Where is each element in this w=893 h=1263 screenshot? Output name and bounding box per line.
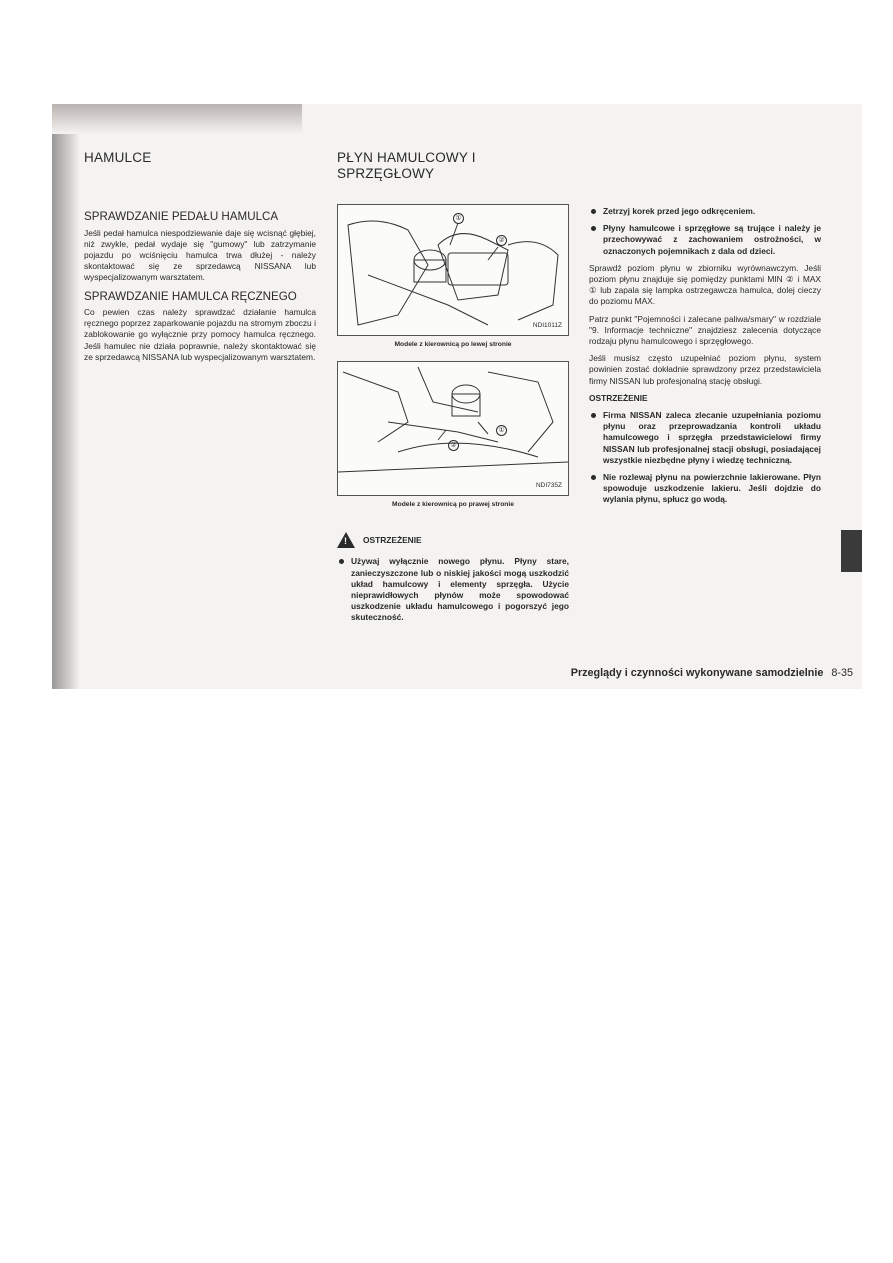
section-title-brake-fluid: PŁYN HAMULCOWY I SPRZĘGŁOWY [337,150,476,181]
fluid-reservoir [448,253,508,285]
warning-bullet: Używaj wyłącznie nowego płynu. Płyny stare, zanieczyszczone lub o niskiej jakości mogą uszkodzić układ hamulcowy i elementy sprzęgła. Użycie nieprawidłowych płynów może spowodować uszkodzenie układu hamulcowego i pogorszyć jego skuteczność. [337,556,569,623]
callout-2: ② [496,235,507,246]
body-panel [488,372,553,452]
reservoir-body [452,394,480,416]
figure-code: NDI1011Z [532,321,562,329]
engine-part [348,221,428,325]
page-footer [571,667,853,679]
callout-2: ② [448,440,459,451]
heading-parking-brake-check: SPRAWDZANIE HAMULCA RĘCZNEGO [84,289,297,303]
hood-line [398,443,538,457]
engine-bay-illustration-rhd [338,362,568,495]
bullet-toxic-fluids: Płyny hamulcowe i sprzęgłowe są trujące i należy je przechowywać z zachowaniem ostrożności, w oznaczonych pojemnikach z dala od dzieci. [589,223,821,257]
section-title-brakes: HAMULCE [84,150,152,165]
pipe [418,367,478,412]
warning-bullet-service: Firma NISSAN zaleca zlecanie uzupełniania poziomu płynu oraz przeprowadzania kontroli układu hamulcowego i sprzęgła przedstawicielowi firmy NISSAN lub profesjonalnej stacji obsługi, posiadającej wszystkie niezbędne płyny i wiedzę techniczną. [589,410,821,466]
footer-section-title: Przeglądy i czynności wykonywane samodzielnie [570,667,824,679]
chapter-tab [841,530,862,572]
warning-label: OSTRZEŻENIE [363,534,422,545]
figure-caption: Modele z kierownicą po lewej stronie [394,341,512,348]
capacities-reference-text: Patrz punkt "Pojemności i zalecane paliwa/smary" w rozdziale "9. Informacje techniczne" znajdziesz zalecenia dotyczące rodzaju płynu hamulcowego i sprzęgłowego. [589,313,821,347]
figure-caption: Modele z kierownicą po prawej stronie [392,501,514,509]
left-column [84,150,316,369]
check-level-text: Sprawdź poziom płynu w zbiorniku wyrównawczym. Jeśli poziom płynu znajduje się pomiędzy punktami MIN ② i MAX ① lub zapala się lampka ostrzegawcza hamulca, dolej cieczy do poziomu MAX. [589,262,821,307]
binding-shadow [52,104,80,689]
right-column [589,206,821,512]
frequent-refill-text: Jeśli musisz często uzupełniać poziom płynu, system powinien zostać dokładnie sprawdzony przez przedstawiciela firmy NISSAN lub profesjonalną stację obsługi. [589,353,821,386]
reservoir-body [414,260,446,282]
bullet-wipe-cap: Zetrzyj korek przed jego odkręceniem. [589,206,821,217]
engine-bay-illustration-lhd [338,205,568,335]
heading-brake-pedal-check: SPRAWDZANIE PEDAŁU HAMULCA [84,210,279,223]
warning-bullet-paint: Nie rozlewaj płynu na powierzchnie lakierowane. Płyn spowoduje uszkodzenie lakieru. Jeśli dojdzie do wylania płynu, spłucz go wodą. [589,472,821,506]
figure-right-hand-drive [337,361,569,496]
figure-code: NDI735Z [535,482,562,489]
middle-column [337,150,569,630]
warning-icon: ! [337,532,355,548]
engine-part [343,372,408,442]
brake-pedal-text: Jeśli pedał hamulca niespodziewanie daje się wcisnąć głębiej, niż zwykle, pedał wydaje się "gumowy" lub zatrzymanie pojazdu po wciśnięciu hamulca trwa dłużej - należy skontaktować się ze sprzedawcą NISSANA lub wyspecjalizowanym warsztatem. [84,227,316,283]
body-panel [508,242,558,320]
warning-header [337,532,569,548]
callout-1: ① [496,425,507,436]
figure-left-hand-drive [337,204,569,336]
page-number: 8-35 [831,667,853,679]
hose [388,422,498,442]
warning-heading: OSTRZEŻENIE [589,392,648,403]
top-shadow [52,104,302,134]
callout-1: ① [453,213,464,224]
parking-brake-text: Co pewien czas należy sprawdzać działanie hamulca ręcznego poprzez zaparkowanie pojazdu na stromym zboczu i zablokowanie go wyłącznie przy pomocy hamulca ręcznego. Jeśli hamulec nie działa poprawnie, należy skontaktować się ze sprzedawcą NISSANA lub wyspecjalizowanym warsztatem. [84,307,316,362]
